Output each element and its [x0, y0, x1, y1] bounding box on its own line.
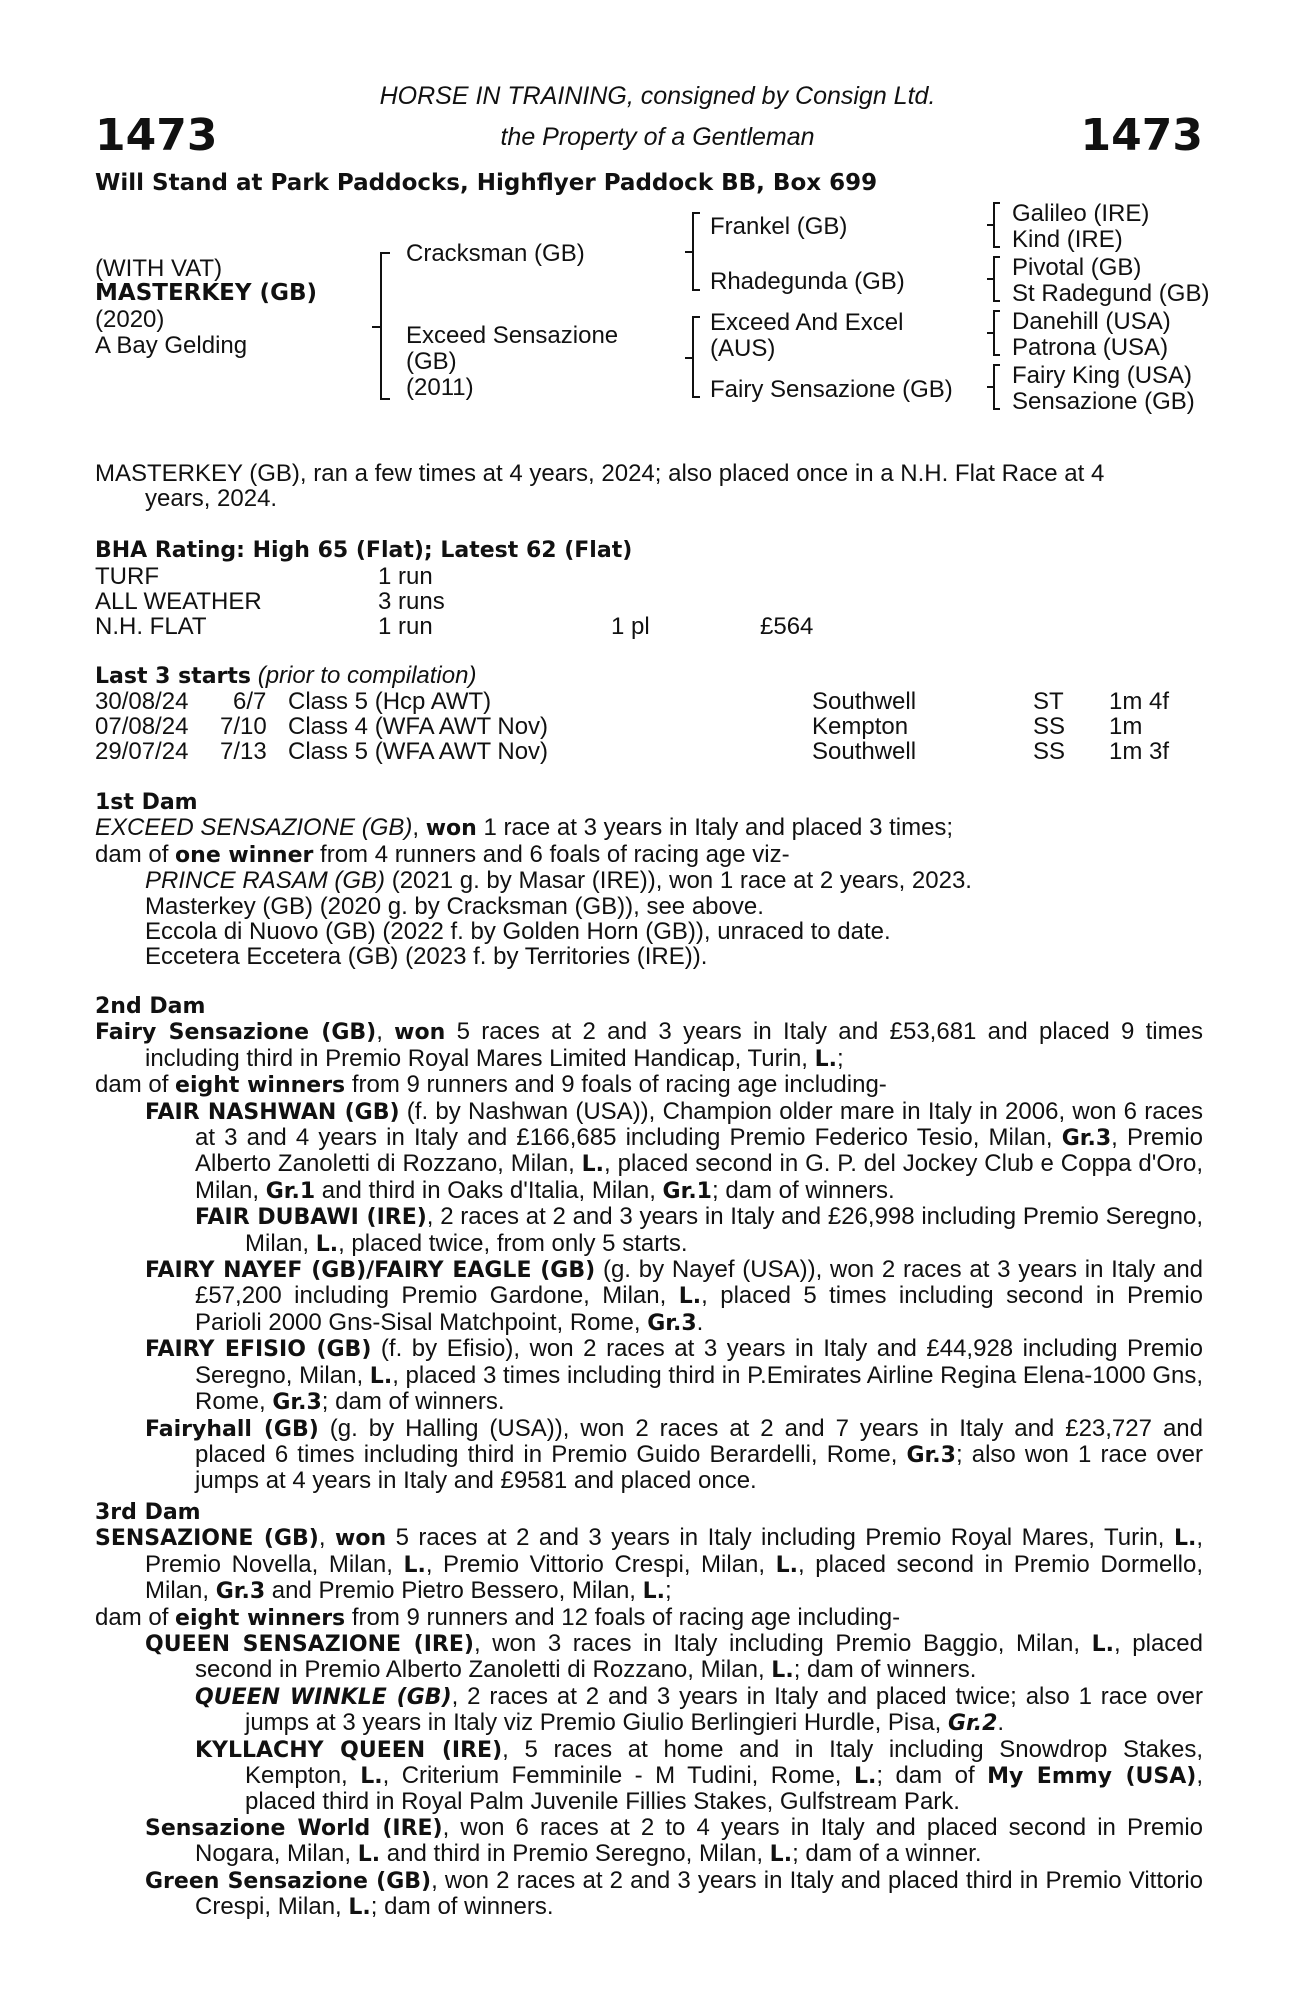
progeny-fair-nashwan: FAIR NASHWAN (GB) (f. by Nashwan (USA)), Champion older mare in Italy in 2006, won 6 races at 3 and 4 years in Italy and £166,685 including Premio Federico Tesio, Milan, Gr.3, Premio Alberto Zanoletti di Rozzano, Milan, L., placed second in G. P. del Jockey Club e Coppa d'Oro, Milan, Gr.1 and third in Oaks d'Italia, Milan, Gr.1; dam of winners.: [145, 1097, 1204, 1204]
progeny-eccola: Eccola di Nuovo (GB) (2022 f. by Golden Horn (GB)), unraced to date.: [145, 918, 891, 946]
first-dam-record: EXCEED SENSAZIONE (GB), won 1 race at 3 years in Italy and placed 3 times;: [95, 814, 954, 842]
rating-table: TURF 1 run ALL WEATHER 3 runs N.H. FLAT 1 run 1 pl £564: [95, 563, 814, 640]
last-starts-title: Last 3 starts (prior to compilation): [95, 662, 477, 689]
horse-name: MASTERKEY (GB): [95, 280, 317, 306]
ssd: Kind (IRE): [1012, 226, 1123, 253]
second-dam-heading: 2nd Dam: [95, 994, 206, 1019]
bha-rating: BHA Rating: High 65 (Flat); Latest 62 (Flat): [95, 538, 633, 563]
dsd: Patrona (USA): [1012, 334, 1169, 361]
sire: Cracksman (GB): [406, 240, 585, 267]
progeny-queen-sensazione: QUEEN SENSAZIONE (IRE), won 3 races in Italy including Premio Baggio, Milan, L., placed second in Premio Alberto Zanoletti di Rozzano, Milan, L.; dam of winners.: [145, 1630, 1203, 1684]
sire-dam: Rhadegunda (GB): [710, 268, 905, 295]
stand-location: Will Stand at Park Paddocks, Highflyer Paddock BB, Box 699: [95, 170, 878, 196]
sss: Galileo (IRE): [1012, 200, 1150, 227]
progeny-prince-rasam: PRINCE RASAM (GB) (2021 g. by Masar (IRE)), won 1 race at 2 years, 2023.: [145, 867, 972, 895]
dam-line-3: (2011): [406, 374, 474, 401]
horse-year: (2020): [95, 306, 165, 333]
progeny-kyllachy-queen: KYLLACHY QUEEN (IRE), 5 races at home and in Italy including Snowdrop Stakes, Kempton, L., Criterium Femminile - M Tudini, Rome, L.; dam of My Emmy (USA), placed third in Royal Palm Juvenile Fillies Stakes, Gulfstream Park.: [195, 1735, 1203, 1816]
lot-number-right: 1473: [1080, 110, 1203, 161]
progeny-fairy-nayef: FAIRY NAYEF (GB)/FAIRY EAGLE (GB) (g. by Nayef (USA)), won 2 races at 3 years in Italy and £57,200 including Premio Gardone, Milan, L., placed 5 times including second in Premio Parioli 2000 Gns-Sisal Matchpoint, Rome, Gr.3.: [145, 1256, 1204, 1336]
lot-number-left: 1473: [95, 110, 218, 161]
summary-line-1: MASTERKEY (GB), ran a few times at 4 years, 2024; also placed once in a N.H. Flat Race at 4: [95, 460, 1105, 487]
third-dam-produce: dam of eight winners from 9 runners and 12 foals of racing age including-: [95, 1603, 901, 1631]
second-dam-section: [95, 994, 1203, 1494]
starts-table: 30/08/24 6/7 Class 5 (Hcp AWT) Southwell ST 1m 4f 07/08/24 7/10 Class 4 (WFA AWT Nov) Kempton SS 1m 29/07/24 7/13 Class 5 (WFA AWT Nov) Southwell SS 1m 3f: [95, 688, 1170, 765]
third-dam-heading: 3rd Dam: [95, 1500, 201, 1525]
progeny-fairyhall: Fairyhall (GB) (g. by Halling (USA)), won 2 races at 2 and 7 years in Italy and £23,727 and placed 6 times including third in Premio Guido Berardelli, Rome, Gr.3; also won 1 race over jumps at 4 years in Italy and £9581 and placed once.: [145, 1414, 1203, 1495]
dam-sire-line-1: Exceed And Excel: [710, 309, 904, 336]
progeny-queen-winkle: QUEEN WINKLE (GB), 2 races at 2 and 3 years in Italy and placed twice; also 1 race over jumps at 3 years in Italy viz Premio Giulio Berlingieri Hurdle, Pisa, Gr.2.: [195, 1682, 1204, 1737]
progeny-masterkey: Masterkey (GB) (2020 g. by Cracksman (GB)), see above.: [145, 892, 764, 920]
ddd: Sensazione (GB): [1012, 388, 1195, 415]
sdd: St Radegund (GB): [1012, 280, 1210, 307]
vat-label: (WITH VAT): [95, 255, 223, 282]
sire-sire: Frankel (GB): [710, 213, 848, 240]
second-dam-produce: dam of eight winners from 9 runners and 9 foals of racing age including-: [95, 1071, 887, 1099]
first-dam-section: [95, 790, 1203, 970]
third-dam-section: [95, 1500, 1203, 1921]
progeny-green-sensazione: Green Sensazione (GB), won 2 races at 2 and 3 years in Italy and placed third in Premio Vittorio Crespi, Milan, L.; dam of winners.: [145, 1866, 1204, 1921]
dam-sire-line-2: (AUS): [710, 335, 776, 362]
sds: Pivotal (GB): [1012, 254, 1142, 281]
progeny-fair-dubawi: FAIR DUBAWI (IRE), 2 races at 2 and 3 years in Italy and £26,998 including Premio Seregno, Milan, L., placed twice, from only 5 starts.: [195, 1203, 1203, 1257]
first-dam-heading: 1st Dam: [95, 790, 198, 815]
summary-line-2: years, 2024.: [145, 485, 278, 512]
first-dam-produce: dam of one winner from 4 runners and 6 foals of racing age viz-: [95, 840, 790, 868]
horse-description: A Bay Gelding: [95, 332, 248, 359]
progeny-fairy-efisio: FAIRY EFISIO (GB) (f. by Efisio), won 2 races at 3 years in Italy and £44,928 including Premio Seregno, Milan, L., placed 3 times including third in P.Emirates Airline Regina Elena-1000 Gns, Rome, Gr.3; dam of winners.: [145, 1335, 1204, 1416]
dam-line-2: (GB): [406, 348, 457, 375]
second-dam-record: Fairy Sensazione (GB), won 5 races at 2 and 3 years in Italy and £53,681 and placed 9 times including third in Premio Royal Mares Limited Handicap, Turin, L.;: [95, 1018, 1203, 1072]
property-line: the Property of a Gentleman: [500, 123, 815, 151]
third-dam-record: SENSAZIONE (GB), won 5 races at 2 and 3 years in Italy including Premio Royal Mares, Turin, L., Premio Novella, Milan, L., Premio Vittorio Crespi, Milan, L., placed second in Premio Dormello, Milan, Gr.3 and Premio Pietro Bessero, Milan, L.;: [95, 1524, 1204, 1605]
dss: Danehill (USA): [1012, 308, 1171, 335]
progeny-eccetera: Eccetera Eccetera (GB) (2023 f. by Territories (IRE)).: [145, 943, 708, 971]
consignor-line: HORSE IN TRAINING, consigned by Consign Ltd.: [379, 82, 936, 110]
dam-line-1: Exceed Sensazione: [406, 322, 619, 349]
dds: Fairy King (USA): [1012, 362, 1193, 389]
progeny-sensazione-world: Sensazione World (IRE), won 6 races at 2 to 4 years in Italy and placed second in Premio Nogara, Milan, L. and third in Premio Seregno, Milan, L.; dam of a winner.: [145, 1813, 1203, 1868]
dam-dam: Fairy Sensazione (GB): [710, 376, 953, 403]
